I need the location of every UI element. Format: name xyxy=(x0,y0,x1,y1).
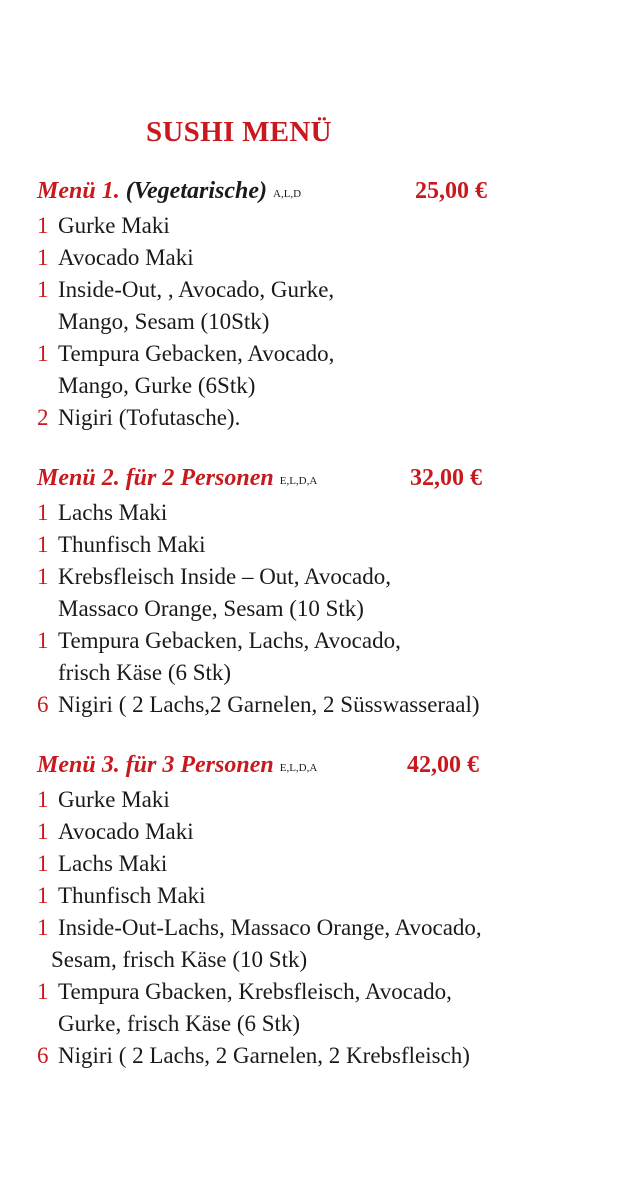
item-quantity: 1 xyxy=(37,532,49,557)
item-quantity: 1 xyxy=(37,915,49,940)
item-description-continued: Sesam, frisch Käse (10 Stk) xyxy=(51,947,308,972)
menu-items xyxy=(37,497,617,721)
item-description: Tempura Gebacken, Avocado, xyxy=(58,341,335,366)
menu-item xyxy=(37,338,617,402)
menu-item xyxy=(37,210,617,242)
item-description: Lachs Maki xyxy=(58,500,168,525)
item-quantity: 1 xyxy=(37,819,49,844)
menu-header xyxy=(37,178,617,210)
menu-subtitle: (Vegetarische) xyxy=(125,178,267,204)
item-quantity: 2 xyxy=(37,405,49,430)
item-quantity: 6 xyxy=(37,1043,49,1068)
item-description: Tempura Gebacken, Lachs, Avocado, xyxy=(58,628,401,653)
menu-section-1 xyxy=(37,178,617,434)
item-description: Inside-Out-Lachs, Massaco Orange, Avocado, xyxy=(58,915,482,940)
item-quantity: 1 xyxy=(37,245,49,270)
item-quantity: 1 xyxy=(37,628,49,653)
menu-name xyxy=(37,178,267,204)
item-description: Avocado Maki xyxy=(58,245,194,270)
item-description: Nigiri ( 2 Lachs,2 Garnelen, 2 Süsswasseraal) xyxy=(58,692,480,717)
item-quantity: 1 xyxy=(37,213,49,238)
menu-price: 42,00 € xyxy=(407,752,479,778)
item-description-continued: frisch Käse (6 Stk) xyxy=(58,660,232,685)
item-quantity: 1 xyxy=(37,341,49,366)
allergen-codes: E,L,D,A xyxy=(279,762,318,774)
menu-item xyxy=(37,848,617,880)
menu-item xyxy=(37,880,617,912)
item-description: Inside-Out, , Avocado, Gurke, xyxy=(58,277,335,302)
menu-item xyxy=(37,912,617,976)
item-description: Nigiri ( 2 Lachs, 2 Garnelen, 2 Krebsfleisch) xyxy=(58,1043,470,1068)
item-description: Lachs Maki xyxy=(58,851,168,876)
menu-header xyxy=(37,465,617,497)
item-quantity: 6 xyxy=(37,692,49,717)
menu-header xyxy=(37,752,617,784)
item-quantity: 1 xyxy=(37,883,49,908)
item-description: Avocado Maki xyxy=(58,819,194,844)
item-description: Gurke Maki xyxy=(58,787,170,812)
menu-name: Menü 3. für 3 Personen xyxy=(37,752,274,778)
item-description-continued: Mango, Sesam (10Stk) xyxy=(58,309,270,334)
menu-price: 32,00 € xyxy=(410,465,482,491)
menu-section-2 xyxy=(37,465,617,721)
item-quantity: 1 xyxy=(37,787,49,812)
menu-item xyxy=(37,625,617,689)
item-quantity: 1 xyxy=(37,851,49,876)
item-description: Nigiri (Tofutasche). xyxy=(58,405,241,430)
item-description-continued: Gurke, frisch Käse (6 Stk) xyxy=(58,1011,301,1036)
menu-item xyxy=(37,784,617,816)
item-description: Gurke Maki xyxy=(58,213,170,238)
menu-item xyxy=(37,1040,617,1072)
item-quantity: 1 xyxy=(37,979,49,1004)
menu-item xyxy=(37,497,617,529)
item-description: Krebsfleisch Inside – Out, Avocado, xyxy=(58,564,391,589)
menu-items xyxy=(37,784,617,1072)
allergen-codes: A,L,D xyxy=(273,188,302,200)
menu-item xyxy=(37,242,617,274)
menu-item xyxy=(37,976,617,1040)
menu-item xyxy=(37,402,617,434)
item-description: Tempura Gbacken, Krebsfleisch, Avocado, xyxy=(58,979,452,1004)
menu-number: Menü 1. xyxy=(37,178,120,204)
menu-price: 25,00 € xyxy=(415,178,487,204)
menu-items xyxy=(37,210,617,434)
allergen-codes: E,L,D,A xyxy=(279,475,318,487)
item-quantity: 1 xyxy=(37,564,49,589)
menu-item xyxy=(37,274,617,338)
menu-item xyxy=(37,816,617,848)
item-description-continued: Massaco Orange, Sesam (10 Stk) xyxy=(58,596,364,621)
menu-item xyxy=(37,689,617,721)
menu-section-3 xyxy=(37,752,617,1072)
item-quantity: 1 xyxy=(37,277,49,302)
page-title: SUSHI MENÜ xyxy=(146,116,332,148)
menu-item xyxy=(37,529,617,561)
menu-name: Menü 2. für 2 Personen xyxy=(37,465,274,491)
item-description-continued: Mango, Gurke (6Stk) xyxy=(58,373,256,398)
item-quantity: 1 xyxy=(37,500,49,525)
item-description: Thunfisch Maki xyxy=(58,883,206,908)
item-description: Thunfisch Maki xyxy=(58,532,206,557)
menu-item xyxy=(37,561,617,625)
